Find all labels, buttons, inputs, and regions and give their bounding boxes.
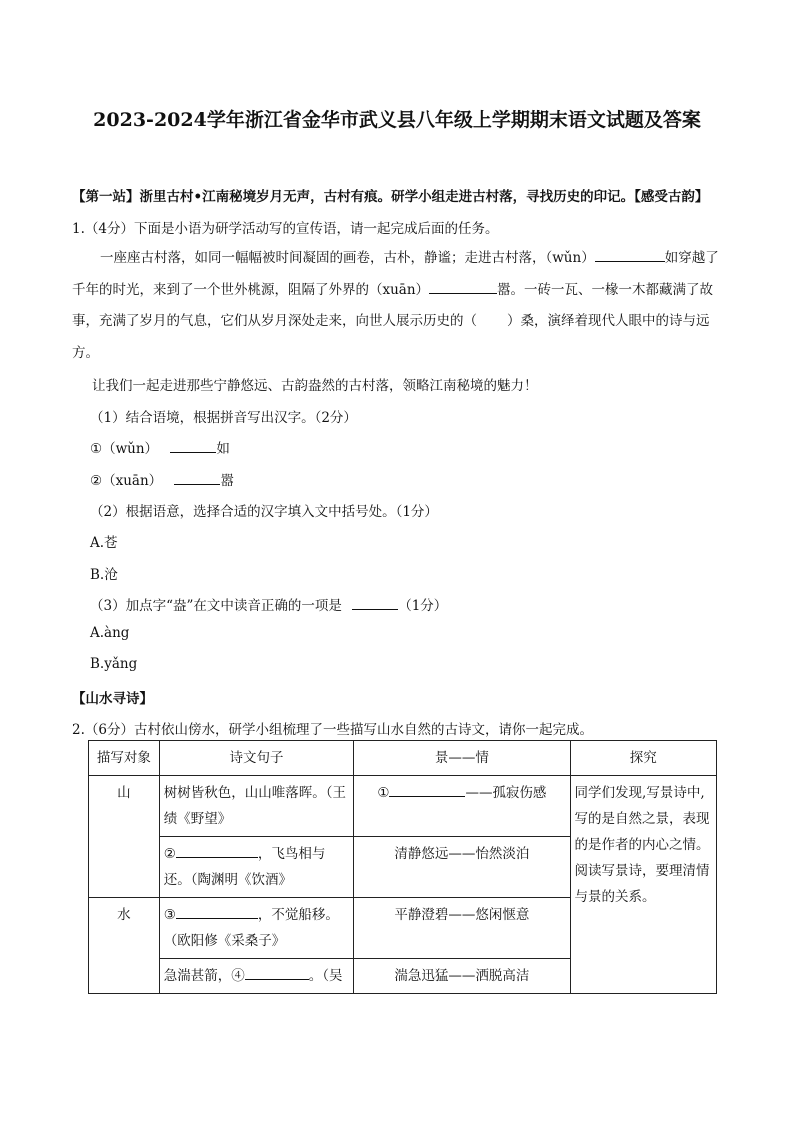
table-row — [89, 776, 717, 837]
scene-mountain-2: 清静悠远——怡然淡泊 — [354, 837, 570, 898]
q2-stem: 2.（6分）古村依山傍水，研学小组梳理了一些描写山水自然的古诗文，请你一起完成。 — [72, 722, 593, 738]
answer-blank-1[interactable] — [170, 438, 216, 453]
answer-blank-2[interactable] — [174, 470, 220, 485]
q1-sub1-item1: ①（wǔn） 如 — [90, 437, 230, 457]
verse-water-2: 急湍甚箭，④ 。（吴 — [159, 959, 353, 994]
verse-mountain-2: ② ，飞鸟相与还。（陶渊明《饮酒》 — [159, 837, 353, 898]
scene-mountain-1: ① ——孤寂伤感 — [354, 776, 570, 837]
verse-water-1: ③ ，不觉船移。（欧阳修《采桑子》 — [159, 898, 353, 959]
scene-water-1: 平静澄碧——悠闲惬意 — [354, 898, 570, 959]
passage-part-b: 如穿越了千年的时光，来到了一个世外桃源，阻隔了外界的（xuān） — [72, 250, 719, 298]
subject-water: 水 — [89, 898, 160, 994]
answer-blank-table-4[interactable] — [245, 965, 309, 980]
station-intro: 【第一站】浙里古村•江南秘境岁月无声，古村有痕。研学小组走进古村落，寻找历史的印记。【感受古韵】 — [72, 189, 709, 205]
q1-sub2: （2）根据语意，选择合适的汉字填入文中括号处。（1分） — [90, 504, 438, 520]
answer-blank-table-3[interactable] — [176, 904, 258, 919]
header-subject: 描写对象 — [89, 741, 160, 776]
section2-header: 【山水寻诗】 — [72, 691, 153, 707]
passage-part-a: 一座座古村落，如同一幅幅被时间凝固的画卷，古朴，静谧；走进古村落，（wǔn） — [100, 250, 595, 266]
passage-part-d: ）桑，演绎着现代人眼中的诗与远方。 — [72, 313, 710, 361]
answer-blank-table-1[interactable] — [389, 782, 465, 797]
table-header-row — [89, 741, 717, 776]
header-verse: 诗文句子 — [159, 741, 353, 776]
q1-sub2-option-b: B.沧 — [90, 567, 118, 583]
header-explore: 探究 — [570, 741, 716, 776]
verse-mountain-1: 树树皆秋色，山山唯落晖。（王绩《野望》 — [159, 776, 353, 837]
answer-blank-table-2[interactable] — [176, 843, 258, 858]
answer-blank-3[interactable] — [352, 595, 398, 610]
scene-water-2: 湍急迅猛——洒脱高洁 — [354, 959, 570, 994]
poem-table — [88, 740, 717, 994]
blank-wun[interactable] — [595, 247, 665, 262]
passage-part-c: 嚣。一砖一瓦、一椽一木都藏满了故事，充满了岁月的气息，它们从岁月深处走来，向世人展示历史的（ — [72, 281, 714, 329]
header-scene: 景——情 — [354, 741, 570, 776]
q1-sub1: （1）结合语境，根据拼音写出汉字。（2分） — [90, 410, 357, 426]
subject-mountain: 山 — [89, 776, 160, 898]
blank-xuan[interactable] — [429, 279, 497, 294]
q1-stem: 1.（4分）下面是小语为研学活动写的宣传语，请一起完成后面的任务。 — [72, 221, 499, 237]
q1-sub3: （3）加点字“盎”在文中读音正确的一项是 （1分） — [90, 594, 447, 614]
q1-sub3-option-a: A.àng — [90, 625, 130, 641]
page-title: 2023-2024学年浙江省金华市武义县八年级上学期期末语文试题及答案 — [93, 109, 701, 131]
q1-sub3-option-b: B.yǎng — [90, 656, 138, 672]
explore-cell: 同学们发现,写景诗中,写的是自然之景，表现的是作者的内心之情。阅读写景诗，要理清情与景的关系。 — [570, 776, 716, 994]
q1-sub1-item2: ②（xuān） 嚣 — [90, 469, 234, 489]
q1-sub2-option-a: A.苍 — [90, 535, 118, 551]
q1-passage — [72, 243, 722, 369]
q1-passage-p2: 让我们一起走进那些宁静悠远、古韵盎然的古村落，领略江南秘境的魅力！ — [92, 378, 538, 394]
